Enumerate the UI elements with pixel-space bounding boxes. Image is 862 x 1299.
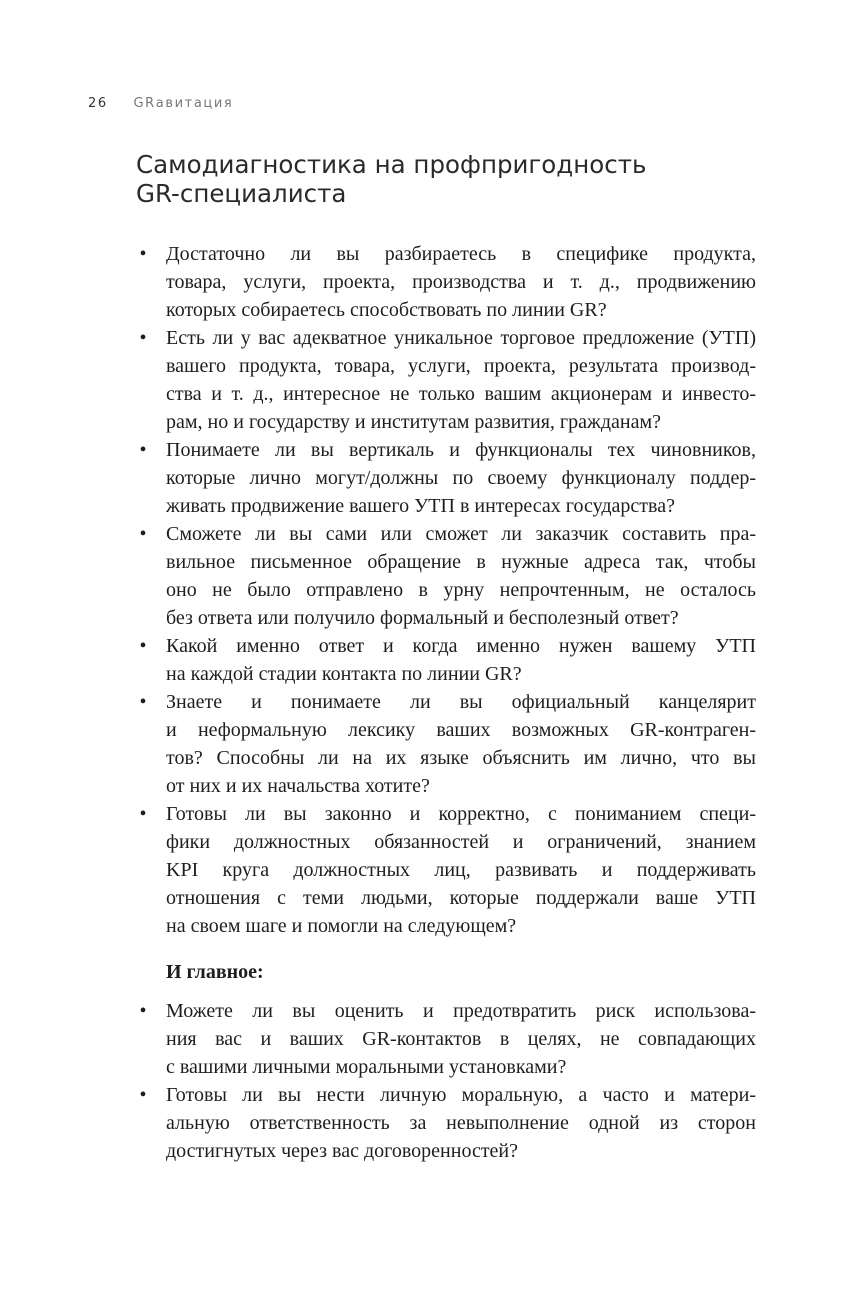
text-line: достигнутых через вас договоренностей? xyxy=(166,1140,519,1162)
bullet-icon: • xyxy=(139,523,147,545)
text-line: вашего продукта, товара, услуги, проекта, результата производ- xyxy=(166,355,756,377)
bullet-icon: • xyxy=(139,1084,147,1106)
text-line: и неформальную лексику ваших возможных GR-контраген- xyxy=(166,719,756,741)
main-question-list xyxy=(136,997,756,1165)
section-title-line-1: Самодиагностика на профпригодность xyxy=(136,150,647,179)
text-line: вильное письменное обращение в нужные адреса так, чтобы xyxy=(166,551,756,573)
list-item xyxy=(136,997,756,1081)
text-line: Готовы ли вы законно и корректно, с пониманием специ- xyxy=(166,803,756,825)
bullet-icon: • xyxy=(139,635,147,657)
text-line: отношения с теми людьми, которые поддержали ваше УТП xyxy=(166,887,756,909)
text-line: оно не было отправлено в урну непрочтенным, не осталось xyxy=(166,579,756,601)
text-line: Можете ли вы оценить и предотвратить риск использова- xyxy=(166,1000,756,1022)
text-line: Понимаете ли вы вертикаль и функционалы тех чиновников, xyxy=(166,439,756,461)
book-title: GRавитация xyxy=(133,96,234,111)
bullet-icon: • xyxy=(139,243,147,265)
text-line: с вашими личными моральными установками? xyxy=(166,1056,567,1078)
text-line: от них и их начальства хотите? xyxy=(166,775,430,797)
text-line: рам, но и государству и институтам развития, гражданам? xyxy=(166,411,661,433)
text-line: товара, услуги, проекта, производства и т. д., продвижению xyxy=(166,271,756,293)
bullet-icon: • xyxy=(139,327,147,349)
text-line: которые лично могут/должны по своему функционалу поддер- xyxy=(166,467,756,489)
text-line: живать продвижение вашего УТП в интересах государства? xyxy=(166,495,675,517)
text-line: альную ответственность за невыполнение одной из сторон xyxy=(166,1112,756,1134)
text-line: Готовы ли вы нести личную моральную, а часто и матери- xyxy=(166,1084,756,1106)
text-line: которых собираетесь способствовать по линии GR? xyxy=(166,299,607,321)
section-title xyxy=(136,150,756,208)
running-header xyxy=(88,96,233,111)
section-title-line-2: GR-специалиста xyxy=(136,179,347,208)
list-item xyxy=(136,632,756,688)
list-item xyxy=(136,800,756,940)
text-line: без ответа или получило формальный и бесполезный ответ? xyxy=(166,607,679,629)
bullet-icon: • xyxy=(139,1000,147,1022)
list-item xyxy=(136,240,756,324)
text-line: Какой именно ответ и когда именно нужен вашему УТП xyxy=(166,635,756,657)
text-line: Сможете ли вы сами или сможет ли заказчик составить пра- xyxy=(166,523,756,545)
bullet-icon: • xyxy=(139,691,147,713)
text-line: Достаточно ли вы разбираетесь в специфике продукта, xyxy=(166,243,756,265)
list-item xyxy=(136,436,756,520)
list-item xyxy=(136,1081,756,1165)
text-line: Есть ли у вас адекватное уникальное торговое предложение (УТП) xyxy=(166,327,756,349)
text-line: Знаете и понимаете ли вы официальный канцелярит xyxy=(166,691,756,713)
text-line: тов? Способны ли на их языке объяснить им лично, что вы xyxy=(166,747,756,769)
list-item xyxy=(136,688,756,800)
bullet-icon: • xyxy=(139,803,147,825)
text-line: на своем шаге и помогли на следующем? xyxy=(166,915,517,937)
main-heading: И главное: xyxy=(166,961,264,983)
text-line: ства и т. д., интересное не только вашим акционерам и инвесто- xyxy=(166,383,756,405)
page-number: 26 xyxy=(88,96,108,111)
list-item xyxy=(136,324,756,436)
list-item xyxy=(136,520,756,632)
question-list xyxy=(136,240,756,940)
text-line: KPI круга должностных лиц, развивать и поддерживать xyxy=(166,859,756,881)
text-line: фики должностных обязанностей и ограничений, знанием xyxy=(166,831,756,853)
text-line: на каждой стадии контакта по линии GR? xyxy=(166,663,522,685)
text-line: ния вас и ваших GR-контактов в целях, не совпадающих xyxy=(166,1028,756,1050)
bullet-icon: • xyxy=(139,439,147,461)
